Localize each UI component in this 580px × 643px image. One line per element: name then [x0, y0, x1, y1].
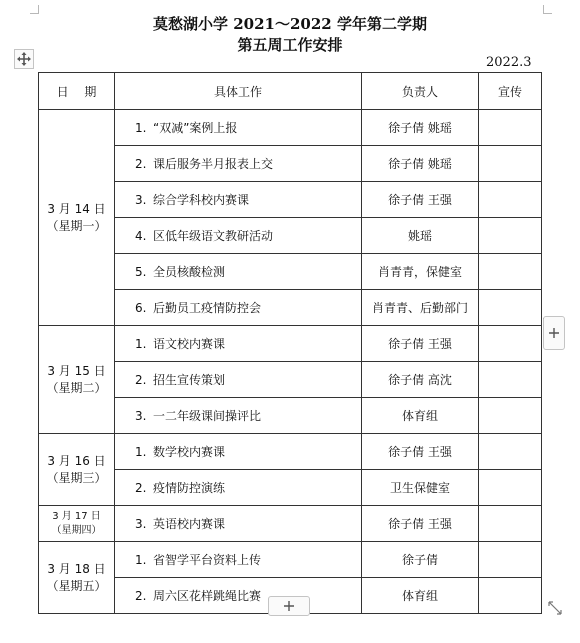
- plus-icon: [548, 327, 560, 339]
- owner-cell[interactable]: 卫生保健室: [362, 470, 479, 506]
- task-text: 综合学科校内赛课: [153, 193, 250, 207]
- task-number: 3.: [135, 517, 147, 531]
- table-row: [39, 398, 542, 434]
- task-cell[interactable]: [115, 542, 362, 578]
- task-cell[interactable]: [115, 506, 362, 542]
- task-text: 后勤员工疫情防控会: [153, 301, 262, 315]
- owner-cell[interactable]: 徐子倩 高沈: [362, 362, 479, 398]
- task-number: 4.: [135, 229, 147, 243]
- owner-cell[interactable]: 徐子倩 王强: [362, 326, 479, 362]
- day-cell: [39, 542, 115, 614]
- table-row: [39, 434, 542, 470]
- publicity-cell[interactable]: [479, 290, 542, 326]
- task-text: 语文校内赛课: [153, 337, 226, 351]
- day-date: 3 月 15 日: [47, 363, 106, 378]
- publicity-cell[interactable]: [479, 578, 542, 614]
- day-cell: [39, 326, 115, 434]
- day-date: 3 月 17 日: [52, 510, 101, 522]
- table-row: [39, 146, 542, 182]
- publicity-cell[interactable]: [479, 470, 542, 506]
- task-text: 课后服务半月报表上交: [153, 157, 274, 171]
- table-row: [39, 290, 542, 326]
- day-cell: [39, 434, 115, 506]
- owner-cell[interactable]: 体育组: [362, 578, 479, 614]
- task-text: 数学校内赛课: [153, 445, 226, 459]
- task-cell[interactable]: [115, 362, 362, 398]
- task-cell[interactable]: [115, 290, 362, 326]
- owner-cell[interactable]: 姚瑶: [362, 218, 479, 254]
- task-cell[interactable]: [115, 470, 362, 506]
- task-text: 全员核酸检测: [153, 265, 226, 279]
- task-text: 招生宣传策划: [153, 373, 226, 387]
- owner-cell[interactable]: 徐子倩 姚瑶: [362, 110, 479, 146]
- table-row: [39, 218, 542, 254]
- publicity-cell[interactable]: [479, 542, 542, 578]
- day-weekday: （星期五）: [46, 578, 107, 593]
- publicity-cell[interactable]: [479, 182, 542, 218]
- table-row: [39, 182, 542, 218]
- document-subtitle: 第五周工作安排: [237, 36, 343, 54]
- task-text: 疫情防控演练: [153, 481, 226, 495]
- task-cell[interactable]: [115, 578, 362, 614]
- task-text: 周六区花样跳绳比赛: [153, 589, 262, 603]
- table-row: [39, 542, 542, 578]
- task-number: 6.: [135, 301, 147, 315]
- owner-cell[interactable]: 肖青青、后勤部门: [362, 290, 479, 326]
- publicity-cell[interactable]: [479, 326, 542, 362]
- task-cell[interactable]: [115, 218, 362, 254]
- table-row: [39, 470, 542, 506]
- owner-cell[interactable]: 徐子倩: [362, 542, 479, 578]
- task-number: 2.: [135, 589, 147, 603]
- task-number: 5.: [135, 265, 147, 279]
- task-text: 一二年级课间操评比: [153, 409, 262, 423]
- publicity-cell[interactable]: [479, 254, 542, 290]
- header-publicity: 宣传: [479, 73, 542, 110]
- task-cell[interactable]: [115, 146, 362, 182]
- publicity-cell[interactable]: [479, 146, 542, 182]
- task-cell[interactable]: [115, 254, 362, 290]
- table-row: [39, 362, 542, 398]
- day-cell: [39, 110, 115, 326]
- owner-cell[interactable]: 徐子倩 王强: [362, 434, 479, 470]
- day-date: 3 月 16 日: [47, 453, 106, 468]
- task-text: 英语校内赛课: [153, 517, 226, 531]
- document-title: 莫愁湖小学 2021～2022 学年第二学期: [153, 15, 427, 33]
- owner-cell[interactable]: 徐子倩 王强: [362, 506, 479, 542]
- owner-cell[interactable]: 体育组: [362, 398, 479, 434]
- task-number: 1.: [135, 553, 147, 567]
- document-date: 2022.3: [486, 55, 532, 70]
- resize-icon[interactable]: [543, 596, 567, 620]
- schedule-body: [39, 110, 542, 614]
- add-column-button[interactable]: [543, 316, 565, 350]
- day-weekday: （星期一）: [46, 218, 107, 233]
- schedule-table: [38, 72, 542, 614]
- task-text: 省智学平台资料上传: [153, 553, 262, 567]
- task-text: “双减”案例上报: [153, 121, 238, 135]
- day-weekday: （星期二）: [46, 380, 107, 395]
- owner-cell[interactable]: 徐子倩 王强: [362, 182, 479, 218]
- table-row: [39, 110, 542, 146]
- header-work: 具体工作: [115, 73, 362, 110]
- task-number: 1.: [135, 445, 147, 459]
- task-cell[interactable]: [115, 182, 362, 218]
- task-number: 1.: [135, 337, 147, 351]
- table-row: [39, 254, 542, 290]
- task-number: 2.: [135, 481, 147, 495]
- day-date: 3 月 18 日: [47, 561, 106, 576]
- table-row: [39, 326, 542, 362]
- day-cell: [39, 506, 115, 542]
- task-number: 2.: [135, 373, 147, 387]
- owner-cell[interactable]: 肖青青，保健室: [362, 254, 479, 290]
- task-number: 3.: [135, 409, 147, 423]
- publicity-cell[interactable]: [479, 506, 542, 542]
- day-weekday: （星期四）: [51, 524, 102, 536]
- publicity-cell[interactable]: [479, 362, 542, 398]
- header-owner: 负责人: [362, 73, 479, 110]
- task-cell[interactable]: [115, 434, 362, 470]
- task-number: 1.: [135, 121, 147, 135]
- task-cell[interactable]: [115, 110, 362, 146]
- publicity-cell[interactable]: [479, 398, 542, 434]
- publicity-cell[interactable]: [479, 110, 542, 146]
- publicity-cell[interactable]: [479, 218, 542, 254]
- table-row: [39, 506, 542, 542]
- task-cell[interactable]: [115, 398, 362, 434]
- plus-icon: [283, 600, 295, 612]
- task-text: 区低年级语文教研活动: [153, 229, 274, 243]
- day-date: 3 月 14 日: [47, 201, 106, 216]
- owner-cell[interactable]: 徐子倩 姚瑶: [362, 146, 479, 182]
- task-cell[interactable]: [115, 326, 362, 362]
- day-weekday: （星期三）: [46, 470, 107, 485]
- task-number: 3.: [135, 193, 147, 207]
- add-row-button[interactable]: [268, 596, 310, 616]
- header-date: 日 期: [39, 73, 115, 110]
- publicity-cell[interactable]: [479, 434, 542, 470]
- task-number: 2.: [135, 157, 147, 171]
